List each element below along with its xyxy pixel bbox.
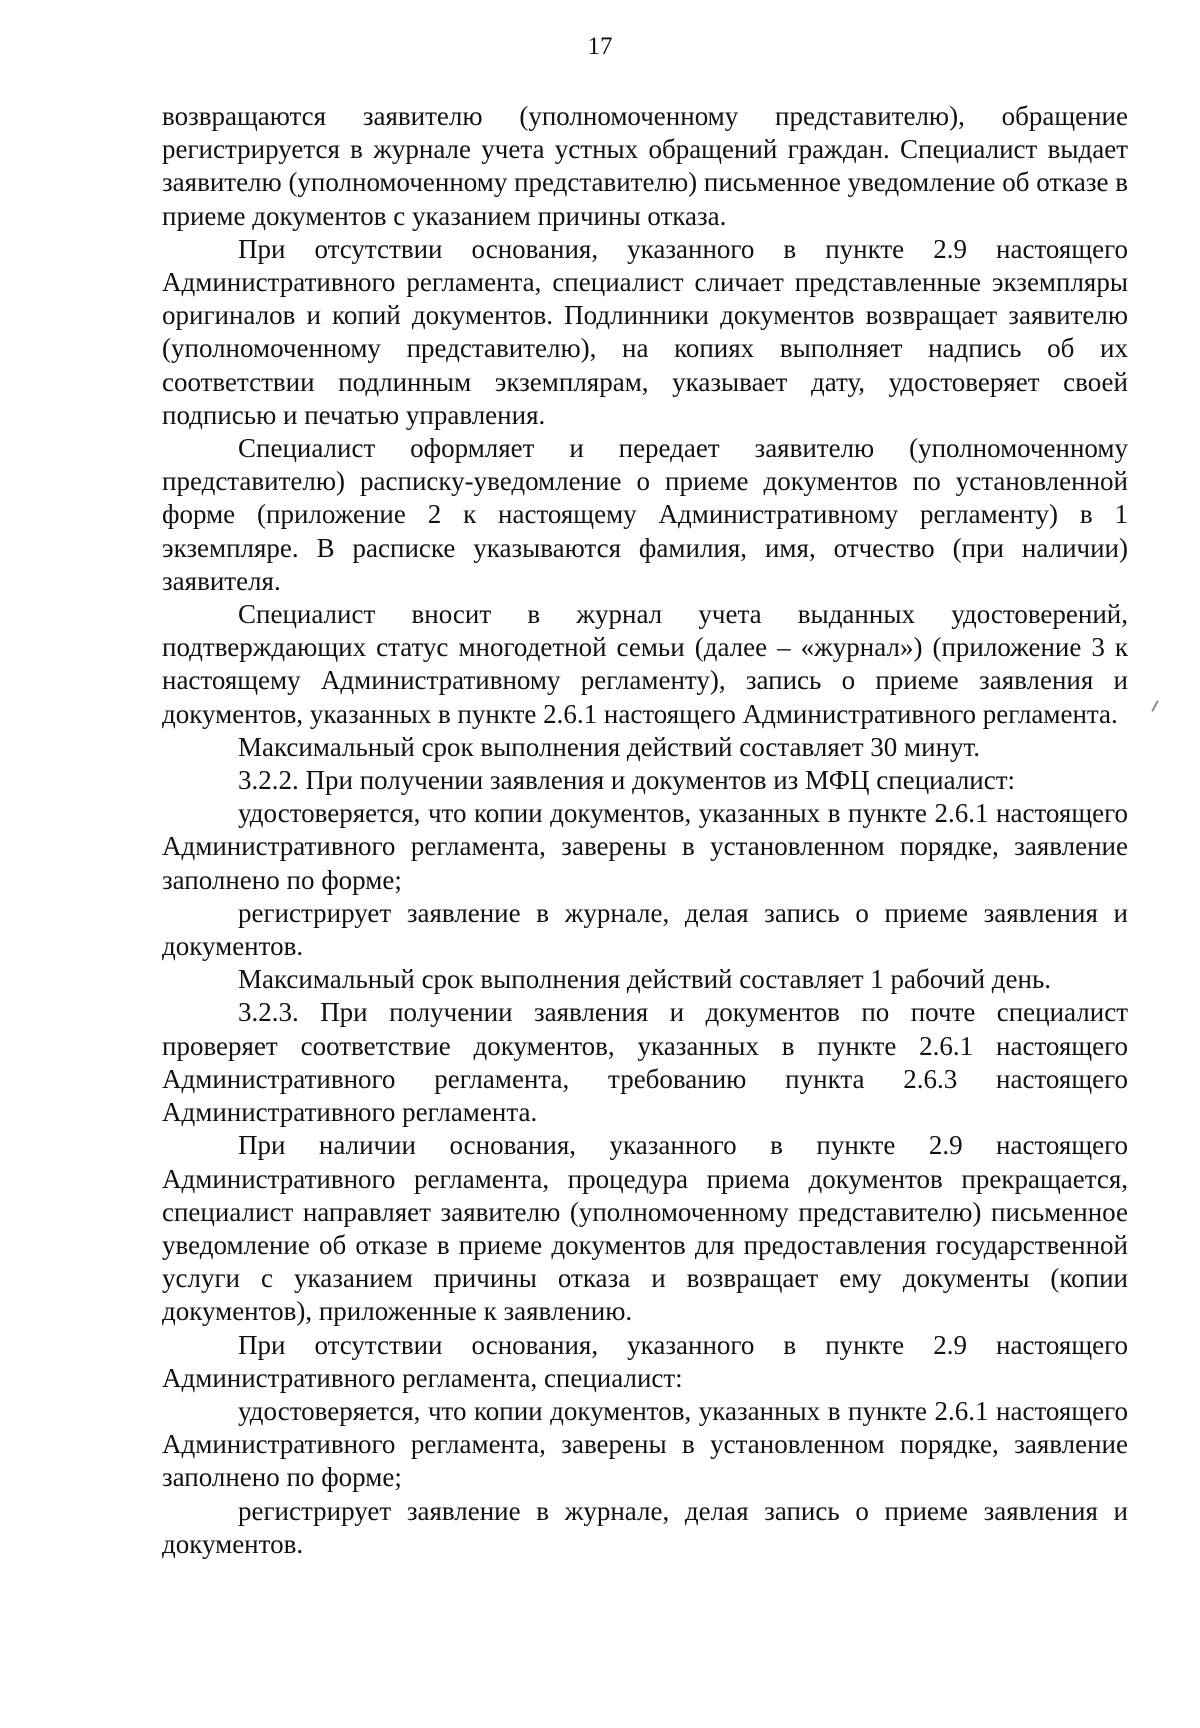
document-body [162,100,1128,1561]
section-heading-3-2-3: 3.2.3. При получении заявления и документов по почте специалист проверяет соответствие документов, указанных в пункте 2.6.1 настоящего Административного регламента, требованию пункта 2.6.3 настоящего Административного регламента. [162,997,1128,1128]
paragraph: Максимальный срок выполнения действий составляет 1 рабочий день. [238,964,1052,995]
paragraph: регистрирует заявление в журнале, делая запись о приеме заявления и документов. [162,897,1128,962]
paragraph: При отсутствии основания, указанного в пункте 2.9 настоящего Административного регламента, специалист: [162,1329,1128,1393]
page-number: 17 [587,33,613,60]
paragraph: Специалист оформляет и передает заявителю (уполномоченному представителю) расписку-уведомление о приеме документов по установленной форме (приложение 2 к настоящему Административному регламенту) в 1 экземпляре. В расписке указываются фамилия, имя, отчество (при наличии) заявителя. [162,433,1128,596]
paragraph: При наличии основания, указанного в пункте 2.9 настоящего Административного регламента, процедура приема документов прекращается, специалист направляет заявителю (уполномоченному представителю) письменное уведомление об отказе в приеме документов для предоставления государственной услуги с указанием причины отказа и возвращает ему документы (копии документов), приложенные к заявлению. [162,1130,1128,1327]
section-heading-3-2-2: 3.2.2. При получении заявления и документов из МФЦ специалист: [238,765,1016,796]
paragraph: удостоверяется, что копии документов, указанных в пункте 2.6.1 настоящего Административного регламента, заверены в установленном порядке, заявление заполнено по форме; [162,1395,1128,1493]
paragraph: регистрирует заявление в журнале, делая запись о приеме заявления и документов. [162,1495,1128,1559]
paragraph: Максимальный срок выполнения действий составляет 30 минут. [238,731,981,762]
paragraph: При отсутствии основания, указанного в пункте 2.9 настоящего Административного регламента, специалист сличает представленные экземпляры оригиналов и копий документов. Подлинники документов возвращает заявителю (уполномоченному представителю), на копиях выполняет надпись об их соответствии подлинным экземплярам, указывает дату, удостоверяет своей подписью и печатью управления. [162,233,1128,430]
scan-artifact-mark [1151,700,1158,712]
paragraph: Специалист вносит в журнал учета выданных удостоверений, подтверждающих статус многодетной семьи (далее – «журнал») (приложение 3 к настоящему Административному регламенту), запись о приеме заявления и документов, указанных в пункте 2.6.1 настоящего Административного регламента. [162,599,1128,729]
paragraph: удостоверяется, что копии документов, указанных в пункте 2.6.1 настоящего Административного регламента, заверены в установленном порядке, заявление заполнено по форме; [162,798,1128,895]
paragraph-continuation: возвращаются заявителю (уполномоченному представителю), обращение регистрируется в журнале учета устных обращений граждан. Специалист выдает заявителю (уполномоченному представителю) письменное уведомление об отказе в приеме документов с указанием причины отказа. [162,101,1129,231]
